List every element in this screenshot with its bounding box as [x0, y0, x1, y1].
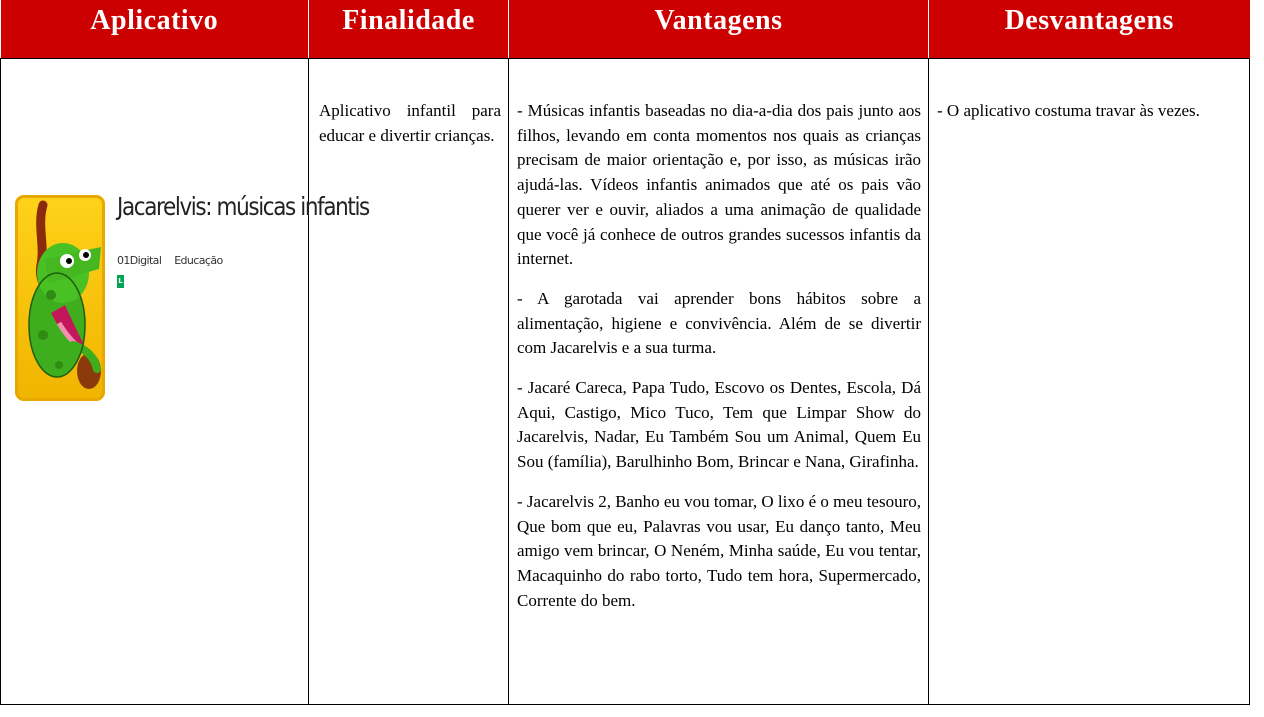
cell-finalidade: Aplicativo infantil para educar e divertir crianças. — [309, 59, 509, 705]
header-vantagens: Vantagens — [509, 0, 929, 59]
table-row — [1, 59, 1250, 705]
cartoon-alligator-guitar-icon — [15, 195, 105, 401]
app-card[interactable] — [15, 192, 369, 405]
header-desvantagens: Desvantagens — [929, 0, 1250, 59]
vantagem-item: - Jacarelvis 2, Banho eu vou tomar, O lixo é o meu tesouro, Que bom que eu, Palavras vou usar, Eu danço tanto, Meu amigo vem brincar, O Neném, Minha saúde, Eu vou tentar, Macaquinho do rabo torto, Tudo tem hora, Supermercado, Corrente do bem. — [517, 491, 921, 610]
header-aplicativo: Aplicativo — [1, 0, 309, 59]
cell-vantagens — [509, 59, 929, 705]
header-row — [1, 0, 1250, 59]
vantagem-item: - A garotada vai aprender bons hábitos sobre a alimentação, higiene e convivência. Além de se divertir com Jacarelvis e a sua turma. — [517, 288, 921, 358]
app-name[interactable]: Jacarelvis: músicas infantis — [117, 192, 369, 221]
header-finalidade: Finalidade — [309, 0, 509, 59]
cell-aplicativo — [1, 59, 369, 705]
app-meta — [117, 249, 233, 274]
app-category[interactable]: Educação — [174, 254, 223, 267]
cell-desvantagens: - O aplicativo costuma travar às vezes. — [929, 59, 1250, 705]
vantagem-item: - Jacaré Careca, Papa Tudo, Escovo os Dentes, Escola, Dá Aqui, Castigo, Mico Tuco, Tem que Limpar Show do Jacarelvis, Nadar, Eu Também Sou um Animal, Quem Eu Sou (família), Barulhinho Bom, Brincar e Nana, Girafinha. — [517, 378, 921, 472]
content-rating-badge: L — [117, 275, 124, 288]
vantagem-item: - Músicas infantis baseadas no dia-a-dia dos pais junto aos filhos, levando em conta momentos nos quais as crianças precisam de maior orientação e, por isso, as músicas irão ajudá-las. Vídeos infantis animados que até os pais vão querer ver e ouvir, aliados a uma animação de qualidade que você já conhece de outros grandes sucessos infantis da internet. — [517, 101, 921, 269]
app-developer[interactable]: 01Digital — [117, 254, 162, 267]
